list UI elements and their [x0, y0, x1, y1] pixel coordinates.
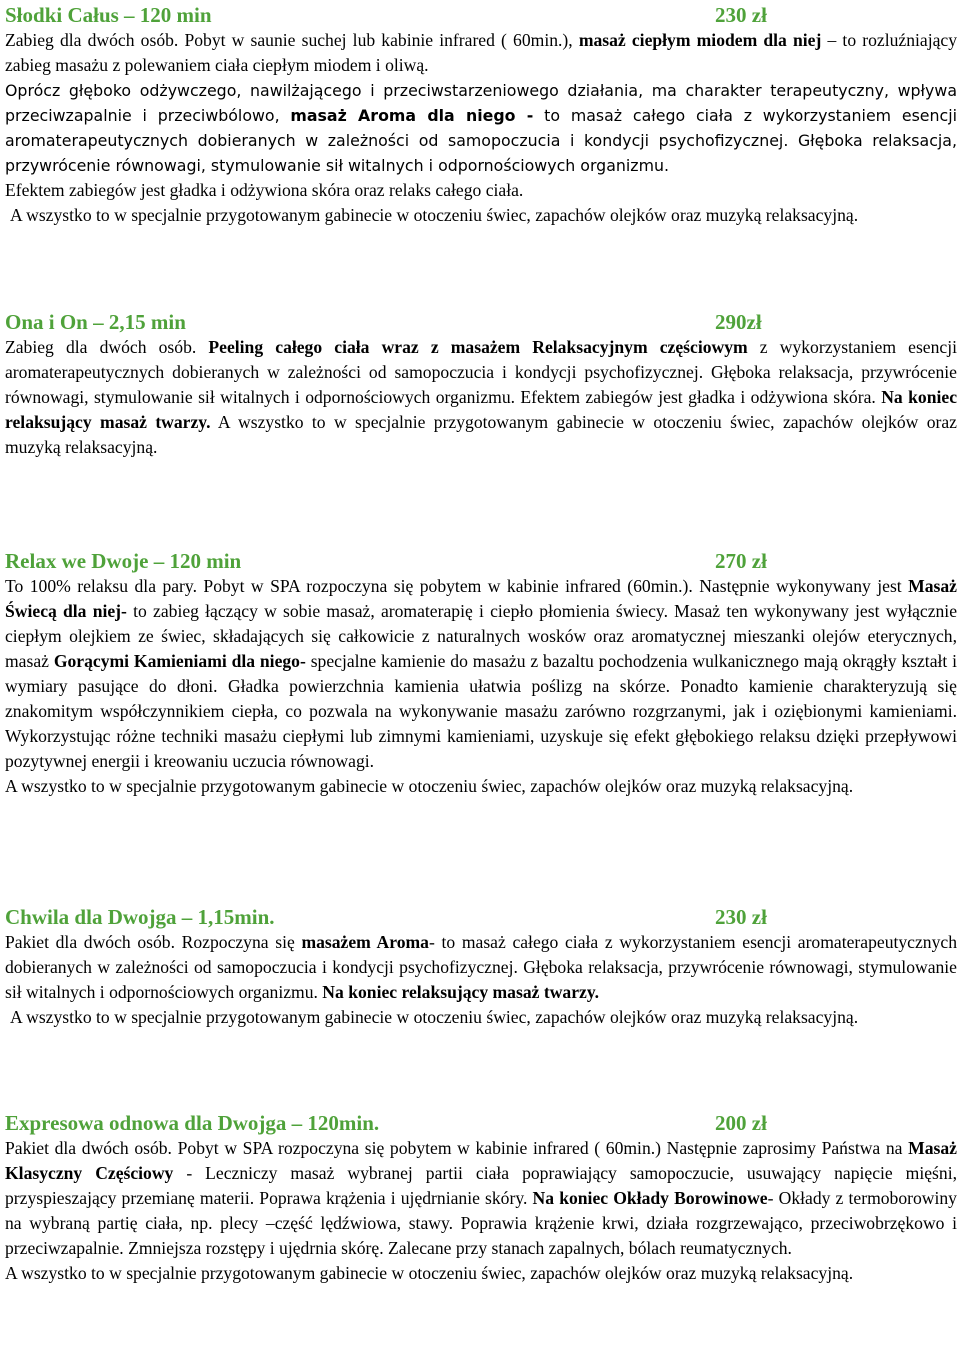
offer-header [5, 3, 957, 28]
offer-ambience: A wszystko to w specjalnie przygotowanym gabinecie w otoczeniu świec, zapachów olejków oraz muzyką relaksacyjną. [5, 1263, 854, 1283]
offer-description: To 100% relaksu dla pary. Pobyt w SPA rozpoczyna się pobytem w kabinie infrared (60min.). Następnie wykonywany jest Masaż Świecą dla niej- to zabieg łączący w sobie masaż, aromaterapię i ciepło płomienia świecy. Masaż ten wykonywany jest wyłącznie ciepłym olejkiem ze świec, składających się całkowicie z naturalnych wosków oraz aromatycznej mieszanki olejów eterycznych, masaż Gorącymi Kamieniami dla niego- specjalne kamienie do masażu z bazaltu pochodzenia wulkanicznego mają okrągły kształt i wymiary pasujące do dłoni. Gładka powierzchnia kamienia ułatwia poślizg na skórze. Ponadto kamienie charakteryzują się znakomitym współczynnikiem ciepła, co pozwala na wykonywanie masażu zarówno rozgrzanymi, jak i oziębionymi kamieniami. Wykorzystując różne techniki masażu ciepłymi lub zimnymi kamieniami, uzyskuje się efekt głębokiego relaksu dzięki przepływowi pozytywnej energii i kreowaniu uczucia równowagi. [5, 576, 958, 771]
offer-price: 270 zł [715, 549, 767, 573]
offer-title: Słodki Całus – 120 min [5, 3, 212, 27]
offer-ambience: A wszystko to w specjalnie przygotowanym gabinecie w otoczeniu świec, zapachów olejków oraz muzyką relaksacyjną. [10, 205, 859, 225]
offer-header [5, 905, 957, 930]
offer-description: Pakiet dla dwóch osób. Rozpoczyna się masażem Aroma- to masaż całego ciała z wykorzystaniem esencji aromaterapeutycznych dobieranych w zależności od samopoczucia i kondycji psychofizycznej. Głęboka relaksacja, przywrócenie równowagi, stymulowanie sił witalnych i odpornościowych organizmu. Na koniec relaksujący masaż twarzy. [5, 932, 957, 1002]
offer-ona-i-on [5, 310, 957, 460]
offer-effect: Efektem zabiegów jest gładka i odżywiona skóra oraz relaks całego ciała. [5, 180, 524, 200]
offer-expresowa-odnowa [5, 1111, 957, 1286]
offer-ambience: A wszystko to w specjalnie przygotowanym gabinecie w otoczeniu świec, zapachów olejków oraz muzyką relaksacyjną. [5, 776, 854, 796]
offer-title: Expresowa odnowa dla Dwojga – 120min. [5, 1111, 380, 1135]
offer-ambience: A wszystko to w specjalnie przygotowanym gabinecie w otoczeniu świec, zapachów olejków oraz muzyką relaksacyjną. [10, 1007, 859, 1027]
offer-header [5, 549, 957, 574]
offer-title: Chwila dla Dwojga – 1,15min. [5, 905, 275, 929]
offer-price: 230 zł [715, 3, 767, 27]
offer-description: Pakiet dla dwóch osób. Pobyt w SPA rozpoczyna się pobytem w kabinie infrared ( 60min.) Następnie zaprosimy Państwa na Masaż Klasyczny Częściowy - Leczniczy masaż wybranej partii ciała poprawiający samopoczucie, usuwający napięcie mięśni, przyspieszający przemianę materii. Poprawa krążenia i ujędrnianie skóry. Na koniec Okłady Borowinowe- Okłady z termoborowiny na wybraną partię ciała, np. plecy –część lędźwiowa, stawy. Poprawia krążenie krwi, działa rozgrzewająco, przeciwobrzękowo i przeciwzapalnie. Zmniejsza rozstępy i ujędrnia skórę. Zalecane przy stanach zapalnych, bólach reumatycznych. [5, 1138, 957, 1258]
offer-slodki-calus [5, 3, 957, 228]
offer-chwila-dla-dwojga [5, 905, 957, 1030]
offer-description: Zabieg dla dwóch osób. Peeling całego ciała wraz z masażem Relaksacyjnym częściowym z wykorzystaniem esencji aromaterapeutycznych dobieranych w zależności od samopoczucia i kondycji psychofizycznej. Głęboka relaksacja, przywrócenie równowagi, stymulowanie sił witalnych i odpornościowych organizmu. Efektem zabiegów jest gładka i odżywiona skóra. Na koniec relaksujący masaż twarzy. A wszystko to w specjalnie przygotowanym gabinecie w otoczeniu świec, zapachów olejków oraz muzyką relaksacyjną. [5, 337, 958, 457]
offer-title: Relax we Dwoje – 120 min [5, 549, 242, 573]
offer-description-cont: Oprócz głęboko odżywczego, nawilżającego i przeciwstarzeniowego działania, ma charakter terapeutyczny, wpływa przeciwzapalnie i przeciwbólowo, masaż Aroma dla niego - to masaż całego ciała z wykorzystaniem esencji aromaterapeutycznych dobieranych w zależności od samopoczucia i kondycji psychofizycznej. Głęboka relaksacja, przywrócenie równowagi, stymulowanie sił witalnych i odpornościowych organizmu. [5, 81, 957, 175]
offer-price: 200 zł [715, 1111, 767, 1135]
offer-price: 230 zł [715, 905, 767, 929]
offer-relax-we-dwoje [5, 549, 957, 799]
offer-header [5, 1111, 957, 1136]
offer-description: Zabieg dla dwóch osób. Pobyt w saunie suchej lub kabinie infrared ( 60min.), masaż ciepłym miodem dla niej – to rozluźniający zabieg masażu z polewaniem ciała ciepłym miodem i oliwą. [5, 30, 958, 75]
offer-price: 290zł [715, 310, 762, 334]
offer-header [5, 310, 957, 335]
offer-title: Ona i On – 2,15 min [5, 310, 186, 334]
